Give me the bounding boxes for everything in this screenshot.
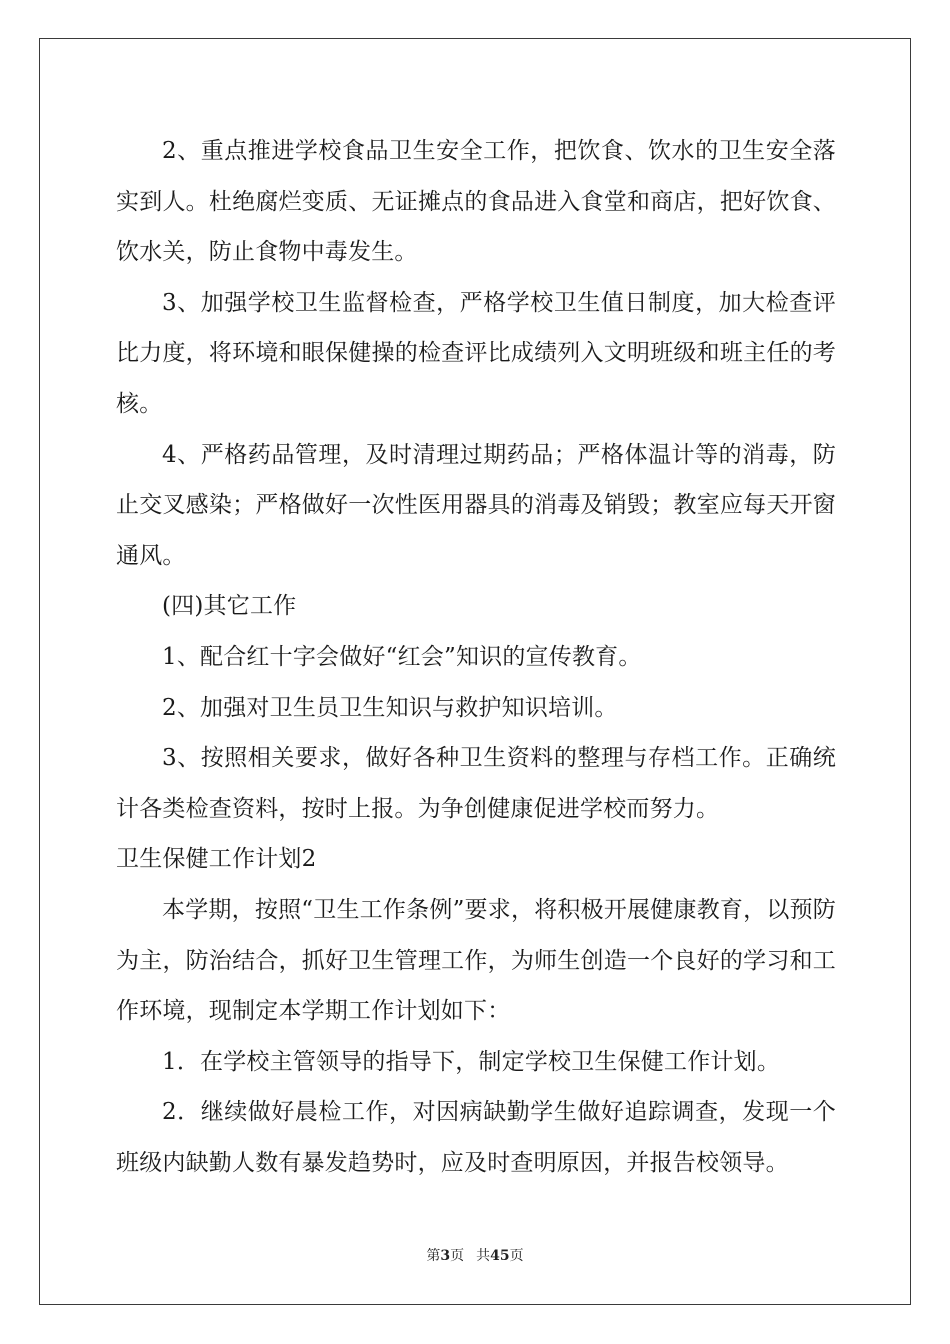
paragraph-intro: 本学期，按照“卫生工作条例”要求，将积极开展健康教育，以预防为主，防治结合，抓好卫生管理工作，为师生创造一个良好的学习和工作环境，现制定本学期工作计划如下： — [116, 896, 836, 1025]
page-total-number: 45 — [490, 1248, 510, 1264]
paragraph-item-3-archiving: 3、按照相关要求，做好各种卫生资料的整理与存档工作。正确统计各类检查资料，按时上报。为争创健康促进学校而努力。 — [116, 745, 836, 822]
paragraph-item-2-food-safety: 2、重点推进学校食品卫生安全工作，把饮食、饮水的卫生安全落实到人。杜绝腐烂变质、无证摊点的食品进入食堂和商店，把好饮食、饮水关，防止食物中毒发生。 — [116, 138, 836, 266]
paragraph-plan-item-2: 2．继续做好晨检工作，对因病缺勤学生做好追踪调查，发现一个班级内缺勤人数有暴发趋势时，应及时查明原因，并报告校领导。 — [116, 1099, 836, 1176]
total-suffix: 页 — [509, 1248, 524, 1264]
paragraph-item-2-training: 2、加强对卫生员卫生知识与救护知识培训。 — [162, 694, 618, 721]
page-suffix: 页 — [450, 1248, 465, 1264]
paragraph-plan-item-1: 1．在学校主管领导的指导下，制定学校卫生保健工作计划。 — [162, 1048, 781, 1075]
page-current-number: 3 — [440, 1248, 451, 1264]
paragraph-item-3-supervision: 3、加强学校卫生监督检查，严格学校卫生值日制度，加大检查评比力度，将环境和眼保健操的检查评比成绩列入文明班级和班主任的考核。 — [116, 289, 836, 417]
page-prefix: 第 — [426, 1248, 441, 1264]
document-section-title: 卫生保健工作计划2 — [116, 846, 317, 873]
paragraph-item-1-red-cross: 1、配合红十字会做好“红会”知识的宣传教育。 — [162, 643, 642, 670]
total-prefix: 共 — [476, 1248, 491, 1264]
page-footer — [0, 1246, 950, 1266]
paragraph-item-4-medicine: 4、严格药品管理，及时清理过期药品；严格体温计等的消毒，防止交叉感染；严格做好一次性医用器具的消毒及销毁；教室应每天开窗通风。 — [116, 441, 836, 569]
section-subheading-other-work: (四)其它工作 — [162, 593, 297, 620]
document-body — [116, 126, 836, 1188]
